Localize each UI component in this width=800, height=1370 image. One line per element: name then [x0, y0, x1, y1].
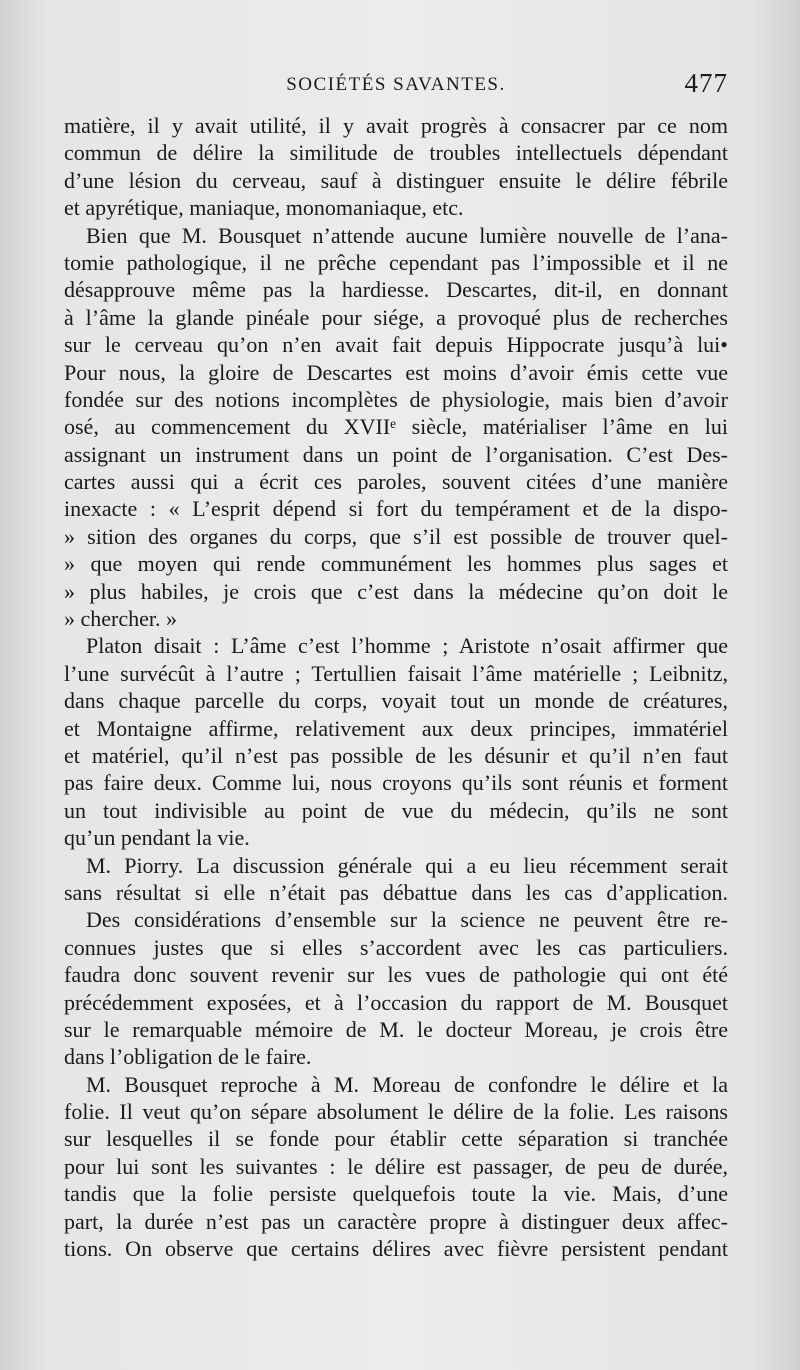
- text-line: M. Piorry. La discussion générale qui a eu lieu récemment serait: [86, 852, 728, 878]
- text-line: cartes aussi qui a écrit ces paroles, souvent citées d’une manière: [64, 469, 728, 495]
- text-line: sur le cerveau qu’on n’en avait fait depuis Hippocrate jusqu’à lui•: [64, 332, 728, 358]
- page-number: 477: [684, 68, 728, 98]
- text-line: d’une lésion du cerveau, sauf à distinguer ensuite le délire fébrile: [64, 167, 728, 193]
- text-line: Bien que M. Bousquet n’attende aucune lumière nouvelle de l’ana-: [86, 222, 728, 248]
- text-line: Platon disait : L’âme c’est l’homme ; Aristote n’osait affirmer que: [86, 633, 728, 659]
- text-line: matière, il y avait utilité, il y avait progrès à consacrer par ce nom: [64, 113, 728, 138]
- text-line: qu’un pendant la vie.: [64, 825, 250, 851]
- text-line: fondée sur des notions incomplètes de physiologie, mais bien d’avoir: [64, 386, 728, 412]
- text-line: M. Bousquet reproche à M. Moreau de confondre le délire et la: [86, 1071, 728, 1097]
- text-line: inexacte : « L’esprit dépend si fort du tempérament et de la dispo-: [64, 496, 728, 522]
- text-line: l’une survécût à l’autre ; Tertullien faisait l’âme matérielle ; Leibnitz,: [64, 660, 728, 686]
- text-line: et matériel, qu’il n’est pas possible de les désunir et qu’il n’en faut: [64, 742, 728, 768]
- text-line: pour lui sont les suivantes : le délire est passager, de peu de durée,: [64, 1153, 728, 1179]
- text-line: Des considérations d’ensemble sur la science ne peuvent être re-: [86, 907, 728, 933]
- text-line: » chercher. »: [64, 606, 177, 632]
- text-line: sur lesquelles il se fonde pour établir cette séparation si tranchée: [64, 1126, 728, 1152]
- text-line: sans résultat si elle n’était pas débattue dans les cas d’application.: [64, 879, 728, 905]
- text-line: et apyrétique, maniaque, monomaniaque, etc.: [64, 195, 464, 221]
- text-line: un tout indivisible au point de vue du médecin, qu’ils ne sont: [64, 797, 728, 823]
- text-line: dans chaque parcelle du corps, voyait tout un monde de créatures,: [64, 688, 728, 714]
- text-line: » plus habiles, je crois que c’est dans la médecine qu’on doit le: [64, 578, 728, 604]
- text-line: tandis que la folie persiste quelquefois toute la vie. Mais, d’une: [64, 1181, 728, 1207]
- text-line: tions. On observe que certains délires avec fièvre persistent pendant: [64, 1236, 728, 1262]
- text-line: connues justes que si elles s’accordent avec les cas particuliers.: [64, 934, 728, 960]
- running-head: [64, 70, 728, 104]
- text-line: désapprouve même pas la hardiesse. Descartes, dit-il, en donnant: [64, 277, 728, 303]
- text-line: pas faire deux. Comme lui, nous croyons qu’ils sont réunis et forment: [64, 770, 728, 796]
- header-title: SOCIÉTÉS SAVANTES.: [286, 74, 506, 95]
- text-line: tomie pathologique, il ne prêche cependant pas l’impossible et il ne: [64, 249, 728, 275]
- text-line: et Montaigne affirme, relativement aux deux principes, immatériel: [64, 715, 728, 741]
- text-line: folie. Il veut qu’on sépare absolument le délire de la folie. Les raisons: [64, 1099, 728, 1125]
- text-line: assignant un instrument dans un point de l’organisation. C’est Des-: [64, 441, 728, 467]
- text-line: part, la durée n’est pas un caractère propre à distinguer deux affec-: [64, 1208, 728, 1234]
- text-line: précédemment exposées, et à l’occasion du rapport de M. Bousquet: [64, 989, 728, 1015]
- text-line: faudra donc souvent revenir sur les vues de pathologie qui ont été: [64, 962, 728, 988]
- text-line: » sition des organes du corps, que s’il est possible de trouver quel-: [64, 523, 728, 549]
- text-line: dans l’obligation de le faire.: [64, 1044, 312, 1070]
- text-line: » que moyen qui rende communément les hommes plus sages et: [64, 551, 728, 577]
- body-text: [64, 112, 728, 1262]
- text-line: à l’âme la glande pinéale pour siége, a provoqué plus de recherches: [64, 304, 728, 330]
- text-line: Pour nous, la gloire de Descartes est moins d’avoir émis cette vue: [64, 359, 728, 385]
- text-line: sur le remarquable mémoire de M. le docteur Moreau, je crois être: [64, 1016, 728, 1042]
- text-line: commun de délire la similitude de troubles intellectuels dépendant: [64, 140, 728, 166]
- text-line: osé, au commencement du XVIIᵉ siècle, matérialiser l’âme en lui: [64, 414, 728, 440]
